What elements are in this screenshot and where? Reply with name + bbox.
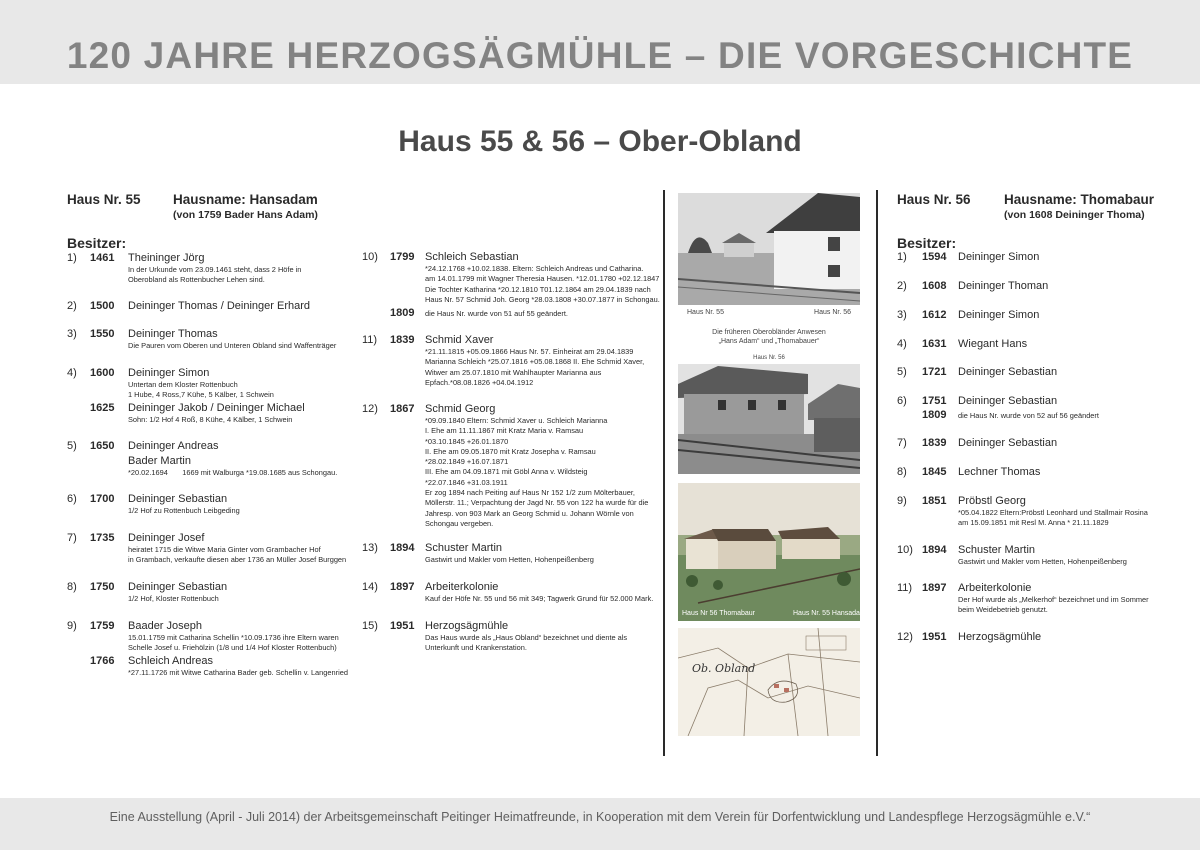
owner-number: 11): [897, 582, 913, 594]
page-title: 120 JAHRE HERZOGSÄGMÜHLE – DIE VORGESCHICHTE: [66, 35, 1134, 76]
owner-year: 1809: [390, 307, 415, 319]
owner-number: 13): [362, 542, 378, 554]
historic-map: [678, 628, 860, 736]
owner-number: 14): [362, 581, 378, 593]
owner-number: 6): [897, 395, 907, 407]
owner-number: 1): [897, 251, 907, 263]
owner-name: Schleich Andreas: [128, 655, 213, 667]
owner-number: 9): [897, 495, 907, 507]
owner-number: 4): [67, 367, 77, 379]
owner-description: Die Pauren vom Oberen und Unteren Obland sind Waffenträger: [128, 341, 337, 350]
owner-name: Herzogsägmühle: [958, 631, 1042, 643]
owner-year: 1721: [922, 366, 947, 378]
owner-description: Gastwirt und Makler vom Hetten, Hohenpeißenberg: [958, 557, 1127, 566]
photo1-label-haus56: Haus Nr. 56: [814, 309, 851, 316]
haus56-number: Haus Nr. 56: [897, 192, 971, 207]
owner-year: 1894: [922, 544, 947, 556]
divider-right: [876, 190, 878, 756]
owner-name: Schuster Martin: [958, 544, 1036, 556]
owner-name: Wiegant Hans: [958, 338, 1028, 350]
owner-number: 10): [897, 544, 913, 556]
owner-number: 7): [897, 437, 907, 449]
owner-description: *20.02.1694 1669 mit Walburga *19.08.1685 aus Schongau.: [128, 468, 338, 477]
owner-description: 1/2 Hof zu Rottenbuch Leibgeding: [128, 506, 240, 515]
owner-number: 7): [67, 532, 77, 544]
owner-name: Schleich Sebastian: [425, 251, 519, 263]
owner-number: 3): [897, 309, 907, 321]
owner-description: Der Hof wurde als „Melkerhof“ bezeichnet und im Sommer beim Weidebetrieb genutzt.: [958, 595, 1149, 615]
owner-description: Das Haus wurde als „Haus Obland“ bezeichnet und diente als Unterkunft und Krankenstation.: [425, 633, 628, 653]
owner-description: *09.09.1840 Eltern: Schmid Xaver u. Schleich Marianna I. Ehe am 11.11.1867 mit Kratz Maria v. Ramsau *03.10.1845 +26.01.1870 II. Ehe am 09.05.1870 mit Kratz Josepha v. Ramsau *28.02.1849 +16.07.1871 III. Ehe am 04.09.1871 mit Göbl Anna v. Wildsteig *22.07.1846 +31.03.1911 Er zog 1894 nach Peiting auf Haus Nr 152 1/2 zum Mölterbauer, Möllerstr. 11.; Verpachtung der Jagd Nr. 55 von 122 ha wurde für die Jahresp. von 903 Mark an Georg Schmid u. Johann Wörnle von Schongau vergeben.: [425, 416, 649, 528]
owner-name: Deininger Sebastian: [958, 437, 1058, 449]
owner-description: *27.11.1726 mit Witwe Catharina Bader geb. Schellin v. Langenried: [128, 668, 348, 677]
owner-number: 6): [67, 493, 77, 505]
owner-name: Deininger Simon: [958, 251, 1040, 263]
owner-description: Kauf der Höfe Nr. 55 und 56 mit 349; Tagwerk Grund für 52.000 Mark.: [425, 594, 654, 603]
farm-buildings-photo-image: [678, 364, 860, 474]
owner-number: 15): [362, 620, 378, 632]
divider-left: [663, 190, 665, 756]
owner-year: 1759: [90, 620, 115, 632]
haus55-besitzer-label: Besitzer:: [67, 235, 127, 251]
owner-year: 1897: [922, 582, 947, 594]
owner-year: 1550: [90, 328, 115, 340]
owner-description: *24.12.1768 +10.02.1838. Eltern: Schleich Andreas und Catharina. am 14.01.1799 mit Wagner Theresia Hausen. *12.01.1780 +02.12.1847 Die Tochter Katharina *20.12.1810 T01.12.1864 am 29.04.1839 nach Haus Nr. 57 Schmid Joh. Georg *28.03.1808 +30.07.1877 in Schongau.: [425, 264, 660, 304]
owner-name: Theininger Jörg: [128, 252, 205, 264]
owner-name: Deininger Thoman: [958, 280, 1049, 292]
owner-description: Sohn: 1/2 Hof 4 Roß, 8 Kühe, 4 Kälber, 1 Schwein: [128, 415, 293, 424]
owner-number: 5): [897, 366, 907, 378]
photo2-label: Haus Nr. 56: [753, 355, 785, 361]
owner-number: 10): [362, 251, 378, 263]
photo1-caption: Die früheren Oberobländer Anwesen „Hans Adam“ und „Thomabauer“: [712, 329, 826, 345]
painting-label-56: Haus Nr 56 Thomabaur: [682, 610, 756, 617]
haus55-since: (von 1759 Bader Hans Adam): [173, 209, 318, 221]
owner-name: Schmid Xaver: [425, 334, 494, 346]
owner-name: Lechner Thomas: [958, 466, 1041, 478]
owner-name: Deininger Thomas: [128, 328, 218, 340]
owner-year: 1809: [922, 409, 947, 421]
haus55-number: Haus Nr. 55: [67, 192, 141, 207]
photo1-label-haus55: Haus Nr. 55: [687, 309, 724, 316]
haus55-name: Hausname: Hansadam: [173, 192, 318, 207]
owner-year: 1897: [390, 581, 415, 593]
map-place-label: Ob. Obland: [692, 662, 756, 675]
owner-year: 1851: [922, 495, 947, 507]
owner-description: *05.04.1822 Eltern:Pröbstl Leonhard und Stallmair Rosina am 15.09.1851 mit Resl M. Anna * 21.11.1829: [958, 508, 1148, 528]
owner-number: 8): [67, 581, 77, 593]
owner-name: Arbeiterkolonie: [958, 582, 1032, 594]
owner-year: 1951: [390, 620, 415, 632]
owner-number: 8): [897, 466, 907, 478]
owner-year: 1751: [922, 395, 947, 407]
owner-year: 1500: [90, 300, 115, 312]
owner-year: 1867: [390, 403, 415, 415]
owner-year: 1839: [390, 334, 415, 346]
owner-year: 1650: [90, 440, 115, 452]
owner-year: 1951: [922, 631, 947, 643]
owner-description: 1/2 Hof, Kloster Rottenbuch: [128, 594, 219, 603]
haus56-name: Hausname: Thomabaur: [1004, 192, 1155, 207]
owner-description: Gastwirt und Makler vom Hetten, Hohenpeißenberg: [425, 555, 594, 564]
owner-description: die Haus Nr. wurde von 52 auf 56 geändert: [958, 411, 1099, 420]
photo-farm-buildings: [678, 364, 860, 474]
owner-description: heiratet 1715 die Witwe Maria Ginter vom Grambacher Hof in Grambach, verkaufte diesen aber 1736 an Müller Josef Burggen: [128, 545, 347, 565]
haus56-besitzer-label: Besitzer:: [897, 235, 957, 251]
owner-year: 1608: [922, 280, 947, 292]
owner-year: 1766: [90, 655, 115, 667]
owner-year: 1750: [90, 581, 115, 593]
owner-number: 4): [897, 338, 907, 350]
owner-name: Herzogsägmühle: [425, 620, 509, 632]
owner-year: 1735: [90, 532, 115, 544]
owner-year: 1461: [90, 252, 115, 264]
owner-number: 5): [67, 440, 77, 452]
farms-painting-image: [678, 483, 860, 621]
owner-name: Schuster Martin: [425, 542, 503, 554]
owner-name: Baader Joseph: [128, 620, 202, 632]
owner-name: Deininger Josef: [128, 532, 205, 544]
farmhouse-photo-image: [678, 193, 860, 305]
owner-description: Untertan dem Kloster Rottenbuch 1 Hube, 4 Ross,7 Kühe, 5 Kälber, 1 Schwein: [128, 380, 274, 400]
owner-name: Deininger Simon: [128, 367, 210, 379]
owner-year: 1894: [390, 542, 415, 554]
owner-year: 1631: [922, 338, 947, 350]
owner-year: 1799: [390, 251, 415, 263]
owner-year: 1845: [922, 466, 947, 478]
photo-old-farmhouse: [678, 193, 860, 305]
historic-map-image: [678, 628, 860, 736]
owner-year: 1600: [90, 367, 115, 379]
owner-name: Deininger Sebastian: [128, 581, 228, 593]
footer-text: Eine Ausstellung (April - Juli 2014) der Arbeitsgemeinschaft Peitinger Heimatfreunde, in Kooperation mit dem Verein für Dorfentwicklung und Landespflege Herzogsägmühle e.V.“: [109, 810, 1091, 824]
owner-description: In der Urkunde vom 23.09.1461 steht, dass 2 Höfe in Oberobland als Rottenbucher Lehen sind.: [128, 265, 302, 285]
owner-name: Deininger Sebastian: [128, 493, 228, 505]
owner-number: 2): [897, 280, 907, 292]
owner-number: 11): [362, 334, 378, 346]
owner-number: 2): [67, 300, 77, 312]
owner-year: 1700: [90, 493, 115, 505]
owner-description: die Haus Nr. wurde von 51 auf 55 geändert.: [425, 309, 568, 318]
owner-year: 1625: [90, 402, 115, 414]
owner-name: Bader Martin: [128, 455, 191, 467]
owner-name: Deininger Andreas: [128, 440, 219, 452]
painting-label-55: Haus Nr. 55 Hansadam: [793, 610, 866, 617]
owner-year: 1612: [922, 309, 947, 321]
painting-farms: [678, 483, 860, 621]
owner-year: 1594: [922, 251, 947, 263]
owner-number: 9): [67, 620, 77, 632]
owner-name: Deininger Simon: [958, 309, 1040, 321]
owner-name: Arbeiterkolonie: [425, 581, 499, 593]
owner-name: Deininger Sebastian: [958, 366, 1058, 378]
owner-name: Pröbstl Georg: [958, 495, 1026, 507]
owner-description: *21.11.1815 +05.09.1866 Haus Nr. 57. Einheirat am 29.04.1839 Marianna Schleich *25.07.1816 +05.08.1868 II. Ehe Schmid Xaver, Witwer am 25.07.1810 mit Wahlhaupter Marianna aus Epfach.*08.08.1826 +04.04.1912: [425, 347, 645, 387]
owner-number: 3): [67, 328, 77, 340]
owner-name: Schmid Georg: [425, 403, 496, 415]
owner-number: 12): [362, 403, 378, 415]
haus56-since: (von 1608 Deininger Thoma): [1004, 209, 1145, 221]
owner-name: Deininger Jakob / Deininger Michael: [128, 402, 305, 414]
owner-number: 1): [67, 252, 77, 264]
owner-description: 15.01.1759 mit Catharina Schellin *10.09.1736 ihre Eltern waren Schelle Josef u. Friehölzin (1/8 und 1/4 Hof Kloster Rottenbuch): [128, 633, 339, 653]
owner-name: Deininger Sebastian: [958, 395, 1058, 407]
owner-year: 1839: [922, 437, 947, 449]
owner-name: Deininger Thomas / Deininger Erhard: [128, 300, 310, 312]
section-title: Haus 55 & 56 – Ober-Obland: [398, 125, 802, 158]
owner-number: 12): [897, 631, 913, 643]
